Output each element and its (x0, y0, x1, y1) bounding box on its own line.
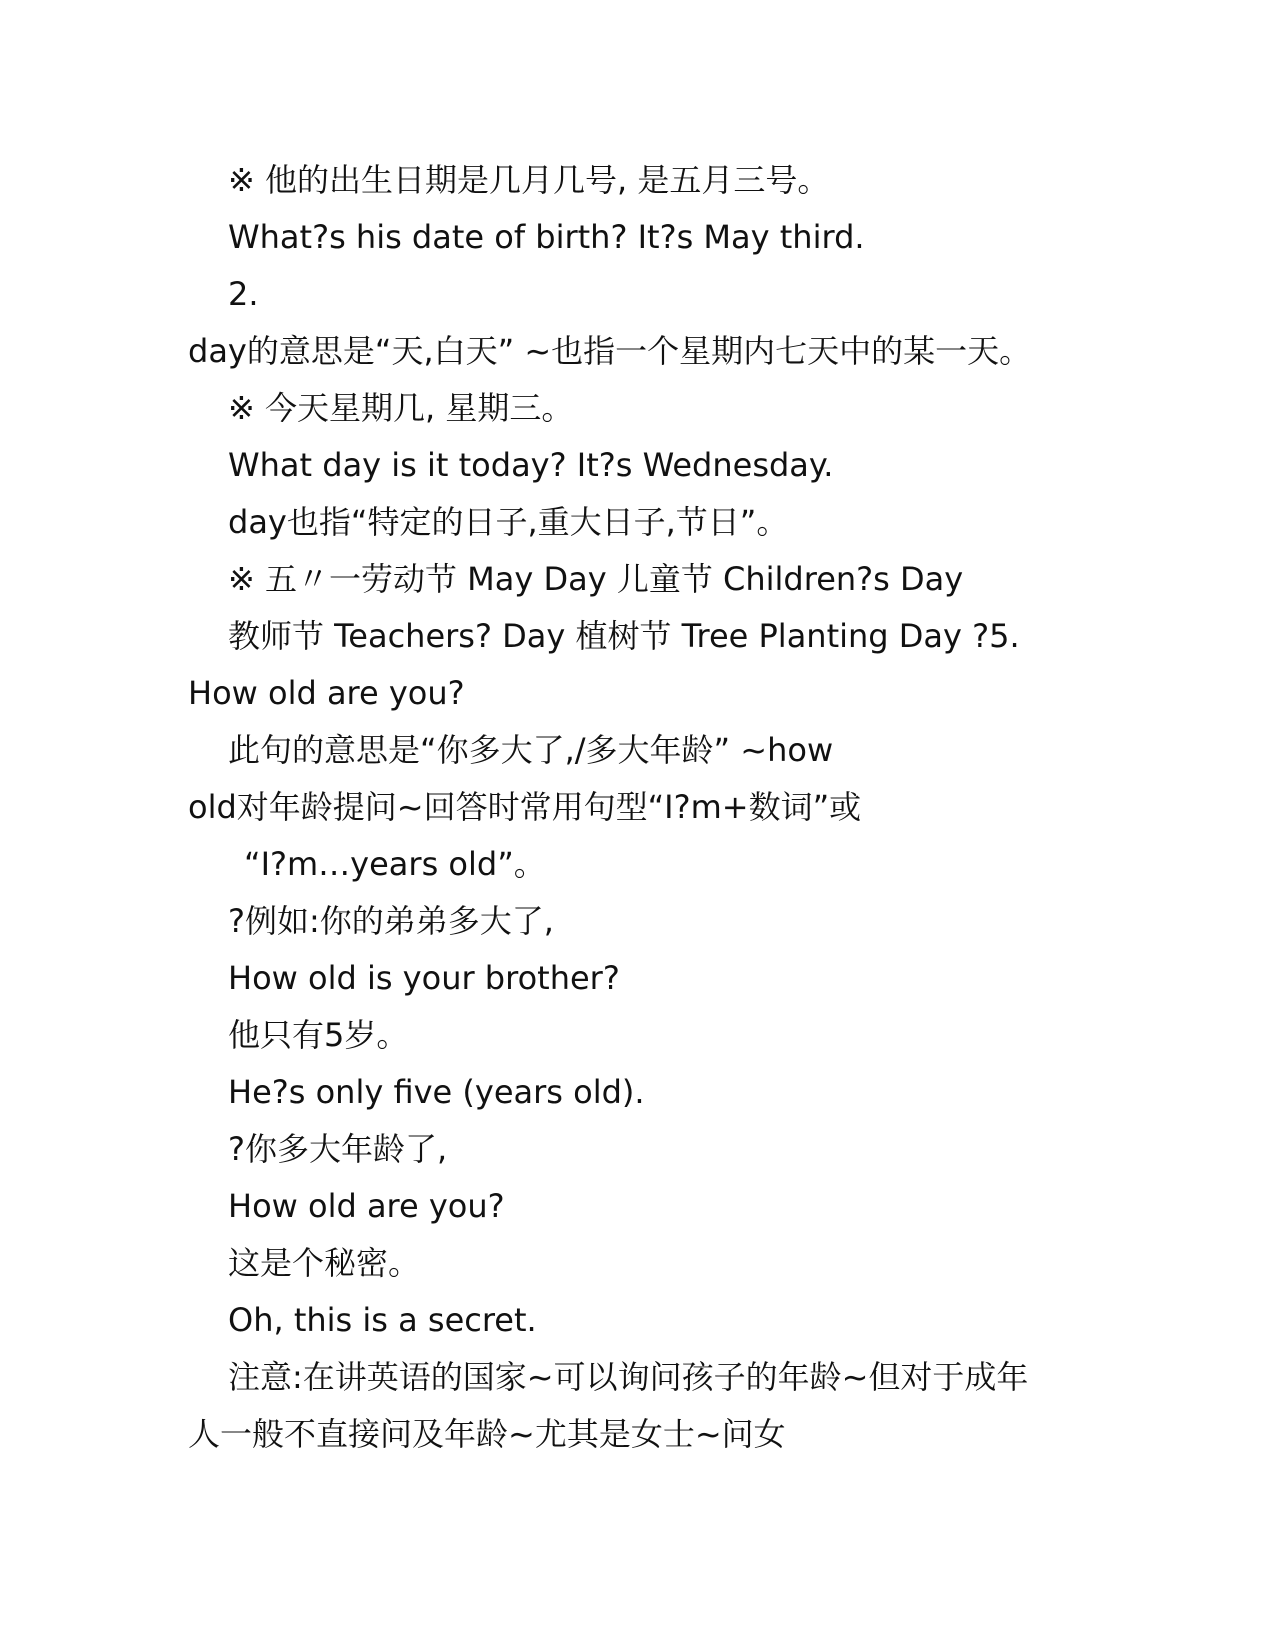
text-line: 此句的意思是“你多大了,/多大年龄” ~how (228, 731, 834, 769)
text-line: ?你多大年龄了, (228, 1130, 448, 1168)
text-line: ※ 五〃一劳动节 May Day 儿童节 Children?s Day (228, 560, 964, 598)
text-line: How old are you? (228, 1187, 505, 1225)
text-line: old对年龄提问~回答时常用句型“I?m+数词”或 (188, 788, 862, 826)
text-line: ※ 他的出生日期是几月几号, 是五月三号。 (228, 161, 830, 199)
text-line: ※ 今天星期几, 星期三。 (228, 389, 574, 427)
body-text (188, 152, 1088, 1463)
text-line: 这是个秘密。 (228, 1244, 421, 1282)
text-line: 人一般不直接问及年龄~尤其是女士~问女 (188, 1415, 786, 1453)
text-line: “I?m…years old”。 (244, 845, 546, 883)
text-line: 2. (228, 275, 259, 313)
text-line: What?s his date of birth? It?s May third. (228, 218, 865, 256)
text-line: 注意:在讲英语的国家~可以询问孩子的年龄~但对于成年 (228, 1358, 1029, 1396)
text-line: He?s only five (years old). (228, 1073, 645, 1111)
text-line: Oh, this is a secret. (228, 1301, 537, 1339)
text-line: ?例如:你的弟弟多大了, (228, 902, 554, 940)
text-line: How old are you? (188, 674, 465, 712)
text-line: What day is it today? It?s Wednesday. (228, 446, 834, 484)
text-line: day也指“特定的日子,重大日子,节日”。 (228, 503, 789, 541)
text-line: 他只有5岁。 (228, 1016, 409, 1054)
text-line: day的意思是“天,白天” ~也指一个星期内七天中的某一天。 (188, 332, 1032, 370)
text-line: 教师节 Teachers? Day 植树节 Tree Planting Day ?5. (228, 617, 1020, 655)
text-line: How old is your brother? (228, 959, 620, 997)
